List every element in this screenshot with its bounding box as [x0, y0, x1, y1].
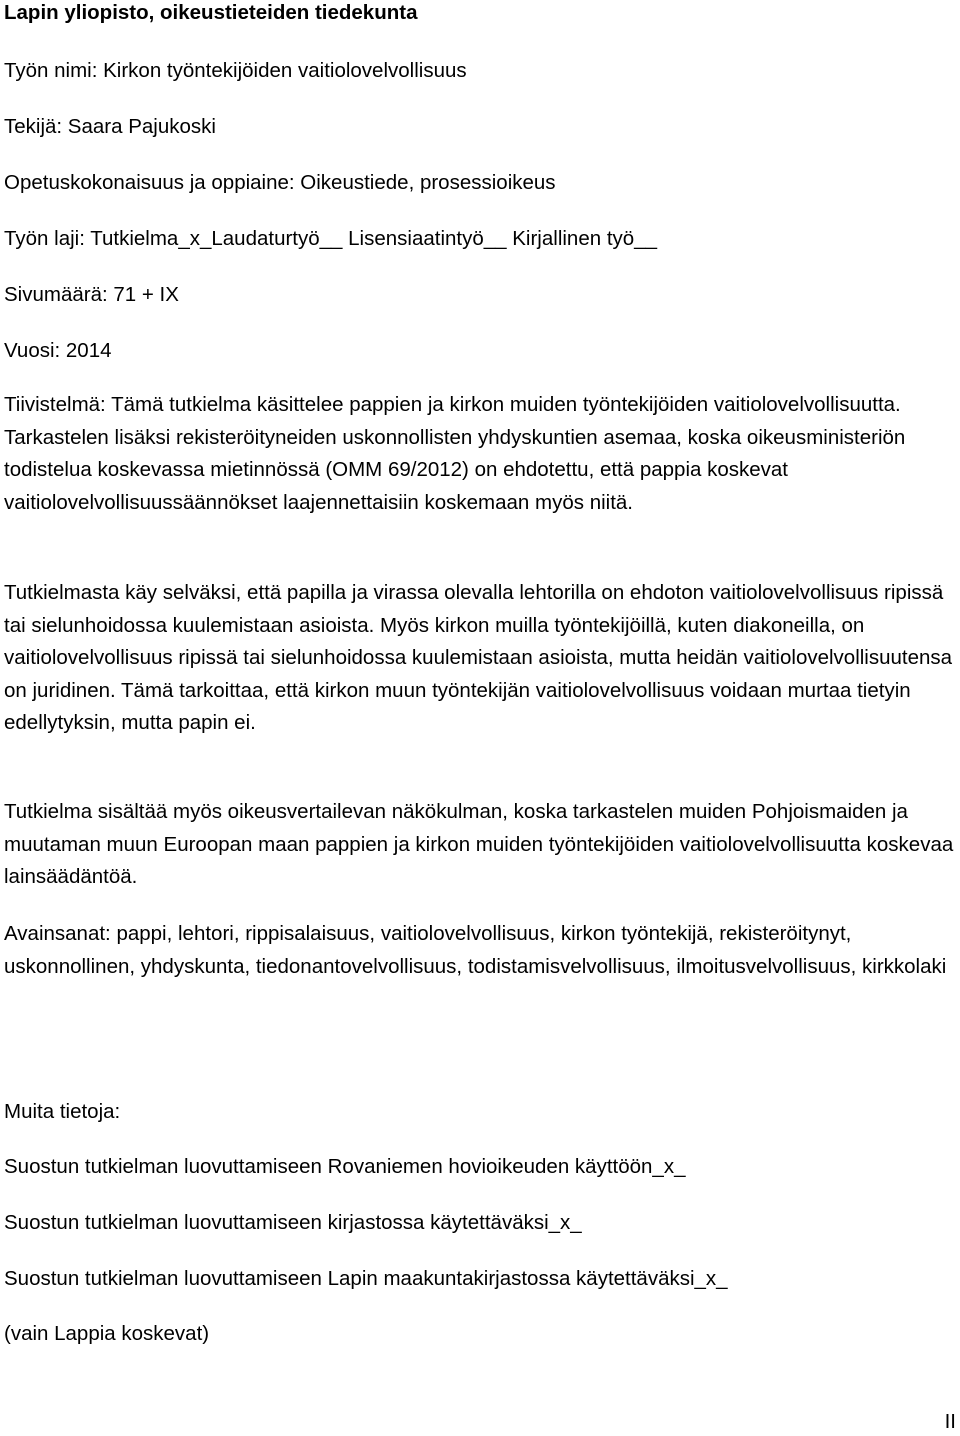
- year-line: Vuosi: 2014: [4, 339, 112, 362]
- subject-line: Opetuskokonaisuus ja oppiaine: Oikeustiede, prosessioikeus: [4, 171, 556, 194]
- page-number: II: [944, 1410, 956, 1433]
- work-type-line: Työn laji: Tutkielma_x_Laudaturtyö__ Lisensiaatintyö__ Kirjallinen työ__: [4, 227, 657, 250]
- consent-line-3: Suostun tutkielman luovuttamiseen Lapin maakuntakirjastossa käytettäväksi_x_: [4, 1267, 728, 1290]
- abstract-paragraph-3: Tutkielma sisältää myös oikeusvertailevan näkökulman, koska tarkastelen muiden Pohjoismaiden ja muutaman muun Euroopan maan pappien ja kirkon muiden työntekijöiden vaitiolovelvollisuutta koskevaa lainsäädäntöä.: [4, 800, 954, 888]
- consent-line-1: Suostun tutkielman luovuttamiseen Rovaniemen hovioikeuden käyttöön_x_: [4, 1155, 686, 1178]
- abstract-paragraph-2: Tutkielmasta käy selväksi, että papilla ja virassa olevalla lehtorilla on ehdoton vaitiolovelvollisuus ripissä tai sielunhoidossa kuulemistaan asioista. Myös kirkon muilla työntekijöillä, kuten diakoneilla, on vaitiolovelvollisuus ripissä tai sielunhoidossa kuulemistaan asioista, mutta heidän vaitiolovelvollisuutensa on juridinen. Tämä tarkoittaa, että kirkon muun työntekijän vaitiolovelvollisuus voidaan murtaa tietyin edellytyksin, mutta papin ei.: [4, 581, 953, 734]
- consent-line-2: Suostun tutkielman luovuttamiseen kirjastossa käytettäväksi_x_: [4, 1211, 582, 1234]
- author-line: Tekijä: Saara Pajukoski: [4, 115, 216, 138]
- thesis-title-label: Työn nimi:: [4, 59, 98, 82]
- thesis-title-value: Kirkon työntekijöiden vaitiolovelvollisuus: [103, 59, 467, 82]
- consent-note: (vain Lappia koskevat): [4, 1322, 210, 1345]
- thesis-title-line: [4, 54, 467, 87]
- keywords-paragraph: Avainsanat: pappi, lehtori, rippisalaisuus, vaitiolovelvollisuus, kirkon työntekijä, rekisteröitynyt, uskonnollinen, yhdyskunta, tiedonantovelvollisuus, todistamisvelvollisuus, ilmoitusvelvollisuus, kirkkolaki: [4, 922, 947, 978]
- page-count-line: Sivumäärä: 71 + IX: [4, 283, 179, 306]
- faculty-heading: Lapin yliopisto, oikeustieteiden tiedekunta: [4, 1, 418, 24]
- other-info-heading: Muita tietoja:: [4, 1100, 121, 1123]
- abstract-paragraph-1: Tiivistelmä: Tämä tutkielma käsittelee pappien ja kirkon muiden työntekijöiden vaitiolovelvollisuutta. Tarkastelen lisäksi rekisteröityneiden uskonnollisten yhdyskuntien asemaa, koska oikeusministeriön todistelua koskevassa mietinnössä (OMM 69/2012) on ehdotettu, että pappia koskevat vaitiolovelvollisuussäännökset laajennettaisiin koskemaan myös niitä.: [4, 393, 906, 514]
